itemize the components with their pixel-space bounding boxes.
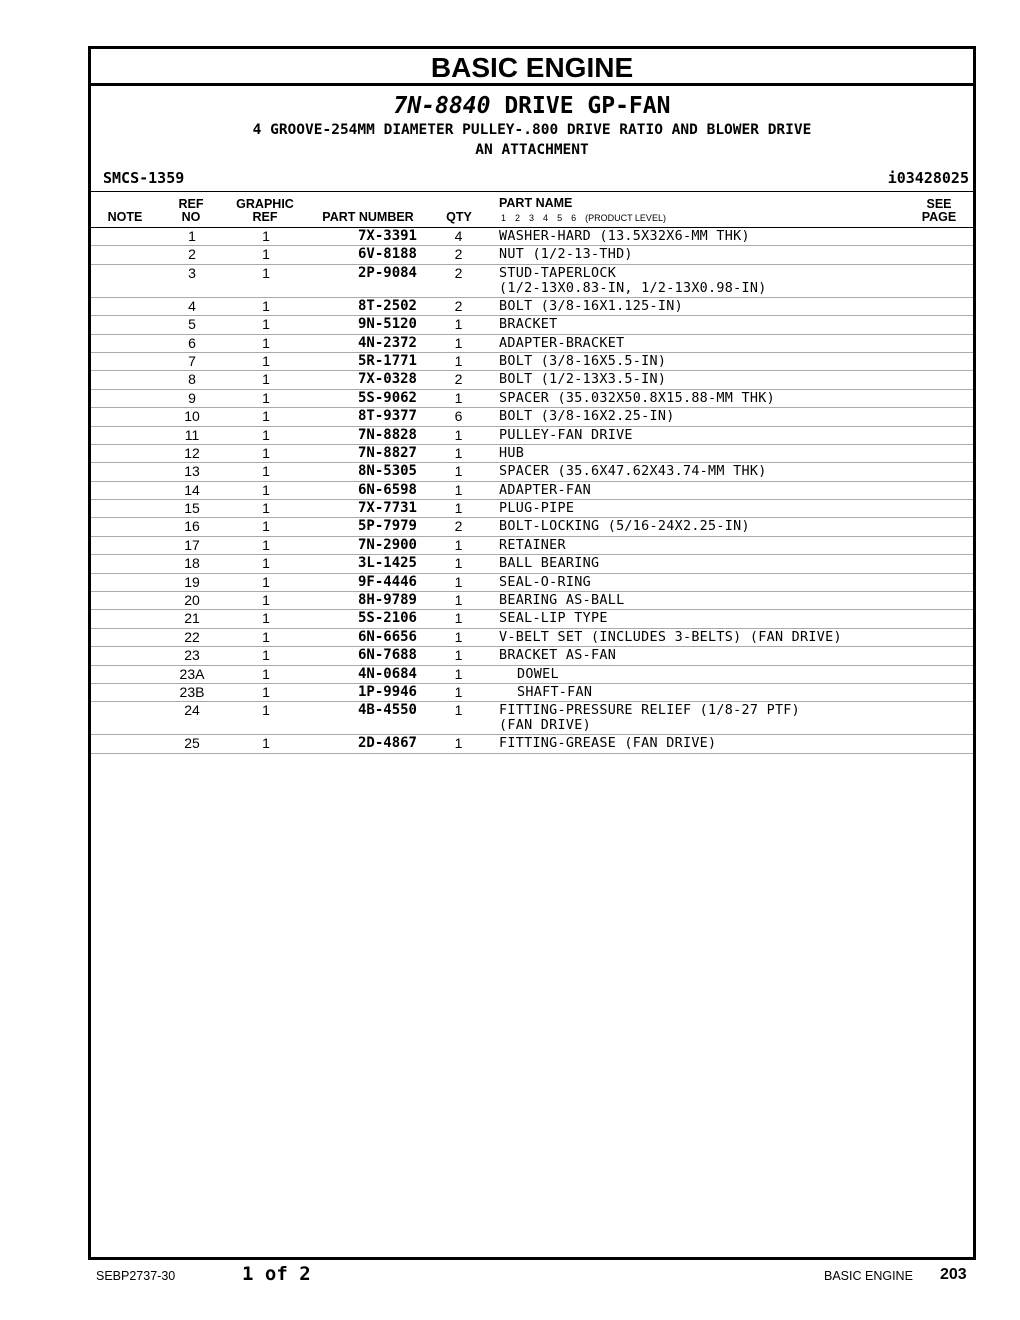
part-number: 6V-8188 xyxy=(357,246,417,263)
ref-number: 22 xyxy=(184,628,200,645)
quantity: 1 xyxy=(454,316,463,333)
part-number: 5S-9062 xyxy=(357,389,417,406)
ref-number: 12 xyxy=(184,444,200,461)
quantity: 1 xyxy=(454,735,463,752)
quantity: 1 xyxy=(454,683,463,700)
quantity: 2 xyxy=(454,246,463,263)
part-name-line: BEARING AS-BALL xyxy=(499,593,625,609)
graphic-ref: 1 xyxy=(262,573,270,590)
table-row xyxy=(91,555,973,573)
col-header-note: NOTE xyxy=(107,210,143,224)
ref-number: 1 xyxy=(188,228,196,244)
part-name-line: NUT (1/2-13-THD) xyxy=(499,247,633,263)
graphic-ref: 1 xyxy=(262,536,270,553)
graphic-ref: 1 xyxy=(262,592,270,609)
level-3: 3 xyxy=(529,213,535,223)
part-name-line: BOLT (3/8-16X1.125-IN) xyxy=(499,298,683,314)
part-name xyxy=(499,445,973,462)
part-number: 4B-4550 xyxy=(357,702,417,719)
col-header-ref xyxy=(163,198,219,224)
ref-number: 11 xyxy=(184,426,200,443)
table-row xyxy=(91,298,973,316)
document-title xyxy=(91,93,973,119)
table-row xyxy=(91,390,973,408)
part-name-line: BOLT-LOCKING (5/16-24X2.25-IN) xyxy=(499,519,750,535)
part-name-line: BRACKET xyxy=(499,317,558,333)
part-name xyxy=(499,592,973,609)
part-name-line: BOLT (1/2-13X3.5-IN) xyxy=(499,372,667,388)
graphic-ref: 1 xyxy=(262,426,270,443)
footer-section: BASIC ENGINE xyxy=(824,1269,913,1283)
level-1: 1 xyxy=(501,213,507,223)
quantity: 1 xyxy=(454,555,463,572)
part-number: 1P-9946 xyxy=(357,683,417,700)
quantity: 2 xyxy=(454,371,463,388)
subtitle-line-2: AN ATTACHMENT xyxy=(475,142,589,158)
graphic-ref: 1 xyxy=(262,702,270,719)
part-number: 8H-9789 xyxy=(357,592,417,609)
smcs-code: SMCS-1359 xyxy=(103,169,185,187)
ref-number: 18 xyxy=(184,555,200,572)
part-number: 5S-2106 xyxy=(357,610,417,627)
part-number: 2P-9084 xyxy=(357,264,417,281)
quantity: 1 xyxy=(454,536,463,553)
part-number: 9N-5120 xyxy=(357,316,417,333)
part-name xyxy=(499,463,973,480)
table-row xyxy=(91,445,973,463)
quantity: 1 xyxy=(454,573,463,590)
table-row xyxy=(91,629,973,647)
part-name xyxy=(517,684,973,701)
graphic-ref: 1 xyxy=(262,264,270,281)
ref-number: 24 xyxy=(184,702,200,719)
quantity: 2 xyxy=(454,297,463,314)
ref-number: 25 xyxy=(184,735,200,752)
quantity: 2 xyxy=(454,264,463,281)
part-name-line: FITTING-PRESSURE RELIEF (1/8-27 PTF) xyxy=(499,703,801,719)
level-4: 4 xyxy=(543,213,549,223)
graphic-ref: 1 xyxy=(262,735,270,752)
part-name-line: SEAL-LIP TYPE xyxy=(499,611,608,627)
quantity: 1 xyxy=(454,500,463,517)
part-number: 8T-2502 xyxy=(357,297,417,314)
level-6: 6 xyxy=(571,213,577,223)
table-row xyxy=(91,371,973,389)
graphic-ref: 1 xyxy=(262,555,270,572)
quantity: 1 xyxy=(454,463,463,480)
graphic-ref: 1 xyxy=(262,665,270,682)
ref-number: 8 xyxy=(188,371,196,388)
quantity: 1 xyxy=(454,628,463,645)
ref-number: 23A xyxy=(179,665,205,682)
part-number: 7N-8827 xyxy=(357,444,417,461)
col-header-graphic-top: GRAPHIC xyxy=(236,197,294,211)
footer-page-number: 203 xyxy=(940,1266,967,1283)
col-header-see-page xyxy=(909,198,969,224)
illustration-id: i03428025 xyxy=(887,169,969,187)
level-5: 5 xyxy=(557,213,563,223)
part-name-line: SEAL-O-RING xyxy=(499,574,591,590)
part-number: 6N-6598 xyxy=(357,481,417,498)
part-name-line: STUD-TAPERLOCK xyxy=(499,265,617,281)
part-number: 8N-5305 xyxy=(357,463,417,480)
subtitle-line-1: 4 GROOVE-254MM DIAMETER PULLEY-.800 DRIVE RATIO AND BLOWER DRIVE xyxy=(252,122,812,138)
part-name xyxy=(499,574,973,591)
ref-number: 15 xyxy=(184,500,200,517)
quantity: 1 xyxy=(454,426,463,443)
col-header-ref-bottom: NO xyxy=(181,210,201,224)
col-header-graphic-bottom: REF xyxy=(252,210,278,224)
table-row xyxy=(91,592,973,610)
graphic-ref: 1 xyxy=(262,246,270,263)
quantity: 6 xyxy=(454,408,463,425)
ref-number: 6 xyxy=(188,334,196,351)
quantity: 1 xyxy=(454,444,463,461)
part-name-line: WASHER-HARD (13.5X32X6-MM THK) xyxy=(499,229,750,244)
part-name-line: PULLEY-FAN DRIVE xyxy=(499,427,633,443)
part-name xyxy=(499,735,973,752)
col-header-part-name: PART NAME xyxy=(499,196,573,210)
table-row xyxy=(91,500,973,518)
ref-number: 16 xyxy=(184,518,200,535)
table-row xyxy=(91,316,973,334)
quantity: 1 xyxy=(454,610,463,627)
part-number: 5P-7979 xyxy=(357,518,417,535)
ref-number: 14 xyxy=(184,481,200,498)
graphic-ref: 1 xyxy=(262,389,270,406)
table-row xyxy=(91,666,973,684)
level-2: 2 xyxy=(515,213,521,223)
part-number: 4N-0684 xyxy=(357,665,417,682)
part-number: 9F-4446 xyxy=(357,573,417,590)
part-name xyxy=(499,702,973,734)
part-name xyxy=(499,629,973,646)
part-number: 7X-7731 xyxy=(357,500,417,517)
parts-table xyxy=(91,227,973,754)
graphic-ref: 1 xyxy=(262,610,270,627)
part-name xyxy=(499,408,973,425)
ref-number: 20 xyxy=(184,592,200,609)
part-name-line: ADAPTER-FAN xyxy=(499,482,591,498)
part-name xyxy=(499,316,973,333)
part-name xyxy=(499,518,973,535)
ref-number: 10 xyxy=(184,408,200,425)
graphic-ref: 1 xyxy=(262,228,270,244)
part-name xyxy=(499,537,973,554)
quantity: 1 xyxy=(454,334,463,351)
col-header-ref-top: REF xyxy=(178,197,204,211)
ref-number: 13 xyxy=(184,463,200,480)
graphic-ref: 1 xyxy=(262,518,270,535)
col-header-see-top: SEE xyxy=(926,197,952,211)
product-level-label: (PRODUCT LEVEL) xyxy=(585,213,666,223)
part-number: 6N-7688 xyxy=(357,647,417,664)
graphic-ref: 1 xyxy=(262,500,270,517)
table-row xyxy=(91,408,973,426)
graphic-ref: 1 xyxy=(262,316,270,333)
table-row xyxy=(91,246,973,264)
part-name-line: SPACER (35.6X47.62X43.74-MM THK) xyxy=(499,464,767,480)
part-name xyxy=(499,353,973,370)
table-row xyxy=(91,647,973,665)
part-name-line: ADAPTER-BRACKET xyxy=(499,335,625,351)
group-part-number: 7N-8840 xyxy=(393,93,491,119)
part-name-line: BOLT (3/8-16X2.25-IN) xyxy=(499,409,675,425)
footer-doc-id: SEBP2737-30 xyxy=(96,1269,176,1283)
ref-number: 3 xyxy=(188,264,196,281)
header-divider xyxy=(91,191,973,192)
part-number: 2D-4867 xyxy=(357,735,417,752)
table-row xyxy=(91,735,973,753)
table-row xyxy=(91,518,973,536)
part-name xyxy=(499,390,973,407)
graphic-ref: 1 xyxy=(262,334,270,351)
part-name xyxy=(499,610,973,627)
part-name xyxy=(499,482,973,499)
ref-number: 2 xyxy=(188,246,196,263)
part-name-line: BALL BEARING xyxy=(499,556,600,572)
part-name-line: HUB xyxy=(499,445,525,461)
quantity: 1 xyxy=(454,481,463,498)
col-header-qty: QTY xyxy=(446,210,472,224)
part-name-line: V-BELT SET (INCLUDES 3-BELTS) (FAN DRIVE) xyxy=(499,629,842,645)
table-row xyxy=(91,702,973,735)
part-number: 7N-2900 xyxy=(357,536,417,553)
ref-number: 17 xyxy=(184,536,200,553)
quantity: 1 xyxy=(454,592,463,609)
part-name-line: SHAFT-FAN xyxy=(517,684,593,700)
graphic-ref: 1 xyxy=(262,463,270,480)
ref-number: 23B xyxy=(179,683,205,700)
table-row xyxy=(91,353,973,371)
table-row xyxy=(91,610,973,628)
part-name xyxy=(499,265,973,297)
part-name-line: PLUG-PIPE xyxy=(499,501,575,517)
part-name xyxy=(499,500,973,517)
ref-number: 7 xyxy=(188,352,196,369)
ref-number: 23 xyxy=(184,647,200,664)
ref-number: 4 xyxy=(188,297,196,314)
part-name-line: DOWEL xyxy=(517,666,559,682)
ref-number: 9 xyxy=(188,389,196,406)
ref-number: 21 xyxy=(184,610,200,627)
graphic-ref: 1 xyxy=(262,352,270,369)
part-name-line: BRACKET AS-FAN xyxy=(499,648,617,664)
table-row xyxy=(91,463,973,481)
section-title: BASIC ENGINE xyxy=(91,49,973,86)
quantity: 1 xyxy=(454,389,463,406)
part-name-line: BOLT (3/8-16X5.5-IN) xyxy=(499,353,667,369)
part-number: 6N-6656 xyxy=(357,628,417,645)
table-row xyxy=(91,335,973,353)
part-name-line: RETAINER xyxy=(499,537,566,553)
part-name xyxy=(499,371,973,388)
ref-number: 5 xyxy=(188,316,196,333)
quantity: 1 xyxy=(454,665,463,682)
part-name xyxy=(499,335,973,352)
table-row xyxy=(91,482,973,500)
graphic-ref: 1 xyxy=(262,647,270,664)
col-header-see-bottom: PAGE xyxy=(921,210,957,224)
graphic-ref: 1 xyxy=(262,628,270,645)
graphic-ref: 1 xyxy=(262,481,270,498)
part-name-line: (FAN DRIVE) xyxy=(499,718,591,734)
quantity: 1 xyxy=(454,352,463,369)
part-number: 8T-9377 xyxy=(357,408,417,425)
col-header-graphic-ref xyxy=(227,198,303,224)
graphic-ref: 1 xyxy=(262,408,270,425)
ref-number: 19 xyxy=(184,573,200,590)
page-frame xyxy=(88,46,976,1260)
graphic-ref: 1 xyxy=(262,683,270,700)
footer-page-of: 1 of 2 xyxy=(242,1263,311,1285)
table-row xyxy=(91,684,973,702)
col-header-part-number: PART NUMBER xyxy=(322,210,414,224)
part-number: 7X-0328 xyxy=(357,371,417,388)
part-number: 7X-3391 xyxy=(357,228,417,244)
group-name: DRIVE GP-FAN xyxy=(504,93,671,119)
part-name-line: (1/2-13X0.83-IN, 1/2-13X0.98-IN) xyxy=(499,280,767,296)
quantity: 4 xyxy=(454,228,463,244)
graphic-ref: 1 xyxy=(262,371,270,388)
part-name xyxy=(499,427,973,444)
part-name xyxy=(499,647,973,664)
part-name xyxy=(499,555,973,572)
part-name-line: FITTING-GREASE (FAN DRIVE) xyxy=(499,736,717,752)
part-name xyxy=(499,298,973,315)
quantity: 1 xyxy=(454,647,463,664)
part-number: 5R-1771 xyxy=(357,352,417,369)
table-row xyxy=(91,265,973,298)
table-row xyxy=(91,427,973,445)
quantity: 1 xyxy=(454,702,463,719)
table-row xyxy=(91,574,973,592)
part-number: 4N-2372 xyxy=(357,334,417,351)
product-levels xyxy=(501,213,675,223)
table-row xyxy=(91,228,973,246)
graphic-ref: 1 xyxy=(262,297,270,314)
graphic-ref: 1 xyxy=(262,444,270,461)
part-number: 7N-8828 xyxy=(357,426,417,443)
part-name xyxy=(499,228,973,245)
table-row xyxy=(91,537,973,555)
part-name-line: SPACER (35.032X50.8X15.88-MM THK) xyxy=(499,390,775,406)
part-name xyxy=(517,666,973,683)
quantity: 2 xyxy=(454,518,463,535)
part-name xyxy=(499,246,973,263)
part-number: 3L-1425 xyxy=(357,555,417,572)
